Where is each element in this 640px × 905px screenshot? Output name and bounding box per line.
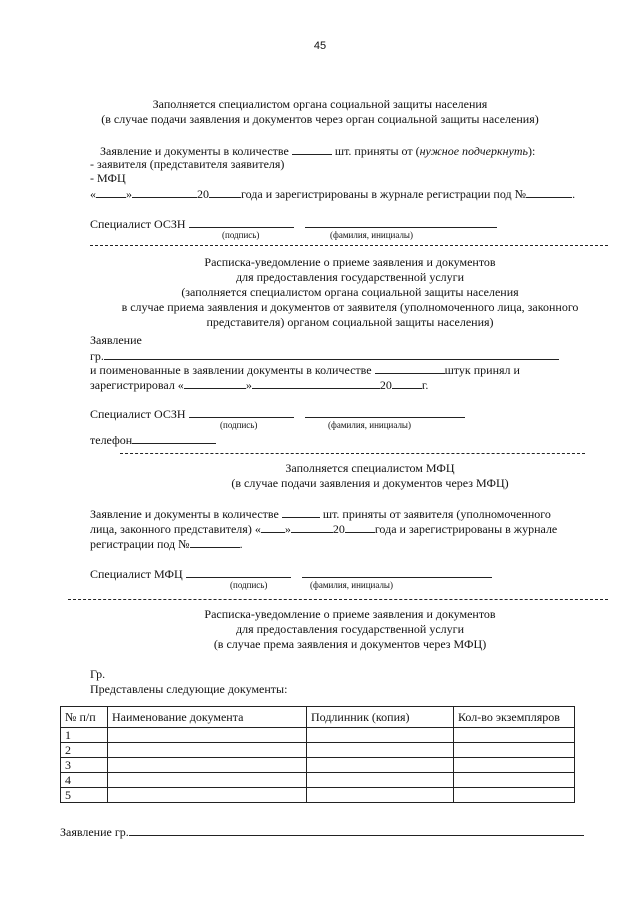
- column-header: Подлинник (копия): [307, 707, 454, 728]
- osszn-line1: Заявление и документы в количестве шт. приняты от (нужное подчеркнуть):: [100, 144, 536, 158]
- table-row: 5: [61, 788, 575, 803]
- table-row: 4: [61, 773, 575, 788]
- osszn-subheading: (в случае подачи заявления и документов через орган социальной защиты населения): [101, 112, 539, 126]
- column-header: Наименование документа: [108, 707, 307, 728]
- receipt1-docs: и поименованные в заявлении документы в количестве штук принял и: [90, 363, 520, 377]
- receipt1-citizen: гр.: [90, 348, 559, 364]
- receipt1-title: Расписка-уведомление о приеме заявления и документов: [204, 255, 496, 269]
- table-row: 3: [61, 758, 575, 773]
- mfc-line2: лица, законного представителя) « » 20 года и зарегистрированы в журнале: [90, 522, 558, 536]
- osszn-specialist: Специалист ОСЗН: [90, 216, 497, 232]
- receipt2-citizen: Гр.: [90, 667, 106, 681]
- divider: [120, 453, 585, 454]
- divider: [90, 245, 608, 246]
- name-caption: (фамилия, инициалы): [328, 420, 411, 430]
- mfc-heading: Заполняется специалистом МФЦ: [285, 461, 455, 475]
- page-number: 45: [313, 40, 327, 52]
- mfc-subheading: (в случае подачи заявления и документов через МФЦ): [231, 476, 509, 490]
- receipt1-note1: (заполняется специалистом органа социальной защиты населения: [181, 285, 519, 299]
- divider: [68, 599, 608, 600]
- documents-table: [60, 706, 575, 803]
- receipt1-note2: в случае приема заявления и документов от заявителя (уполномоченного лица, законного: [121, 300, 579, 314]
- column-header: № п/п: [61, 707, 108, 728]
- receipt2-subtitle: для предоставления государственной услуги: [235, 622, 465, 636]
- table-row: 2: [61, 743, 575, 758]
- table-row: 1: [61, 728, 575, 743]
- receipt2-footer: Заявление гр.: [60, 824, 584, 840]
- receipt2-title: Расписка-уведомление о приеме заявления и документов: [204, 607, 496, 621]
- receipt1-note3: представителя) органом социальной защиты населения): [206, 315, 494, 329]
- quantity-blank: [292, 143, 332, 155]
- option-mfc: - МФЦ: [90, 171, 126, 185]
- osszn-heading: Заполняется специалистом органа социальной защиты населения: [152, 97, 488, 111]
- name-caption: (фамилия, инициалы): [330, 230, 413, 240]
- name-caption: (фамилия, инициалы): [310, 580, 393, 590]
- mfc-line3: регистрации под № .: [90, 537, 243, 551]
- table-header-row: [61, 707, 575, 728]
- receipt1-phone: телефон: [90, 432, 216, 448]
- receipt1-specialist: Специалист ОСЗН: [90, 406, 465, 422]
- signature-caption: (подпись): [230, 580, 268, 590]
- receipt2-note: (в случае према заявления и документов через МФЦ): [213, 637, 487, 651]
- signature-caption: (подпись): [220, 420, 258, 430]
- column-header: Кол-во экземпляров: [454, 707, 575, 728]
- option-applicant: - заявителя (представителя заявителя): [90, 157, 285, 171]
- receipt2-docs-label: Представлены следующие документы:: [90, 682, 288, 696]
- mfc-line1: Заявление и документы в количестве шт. приняты от заявителя (уполномоченного: [90, 507, 551, 521]
- signature-caption: (подпись): [222, 230, 260, 240]
- mfc-specialist: Специалист МФЦ: [90, 566, 492, 582]
- receipt1-subtitle: для предоставления государственной услуги: [235, 270, 465, 284]
- receipt1-statement: Заявление: [90, 333, 142, 347]
- receipt1-registered: зарегистрировал « » 20 г.: [90, 378, 429, 392]
- osszn-date-line: « » 20 года и зарегистрированы в журнале регистрации под № .: [90, 187, 576, 201]
